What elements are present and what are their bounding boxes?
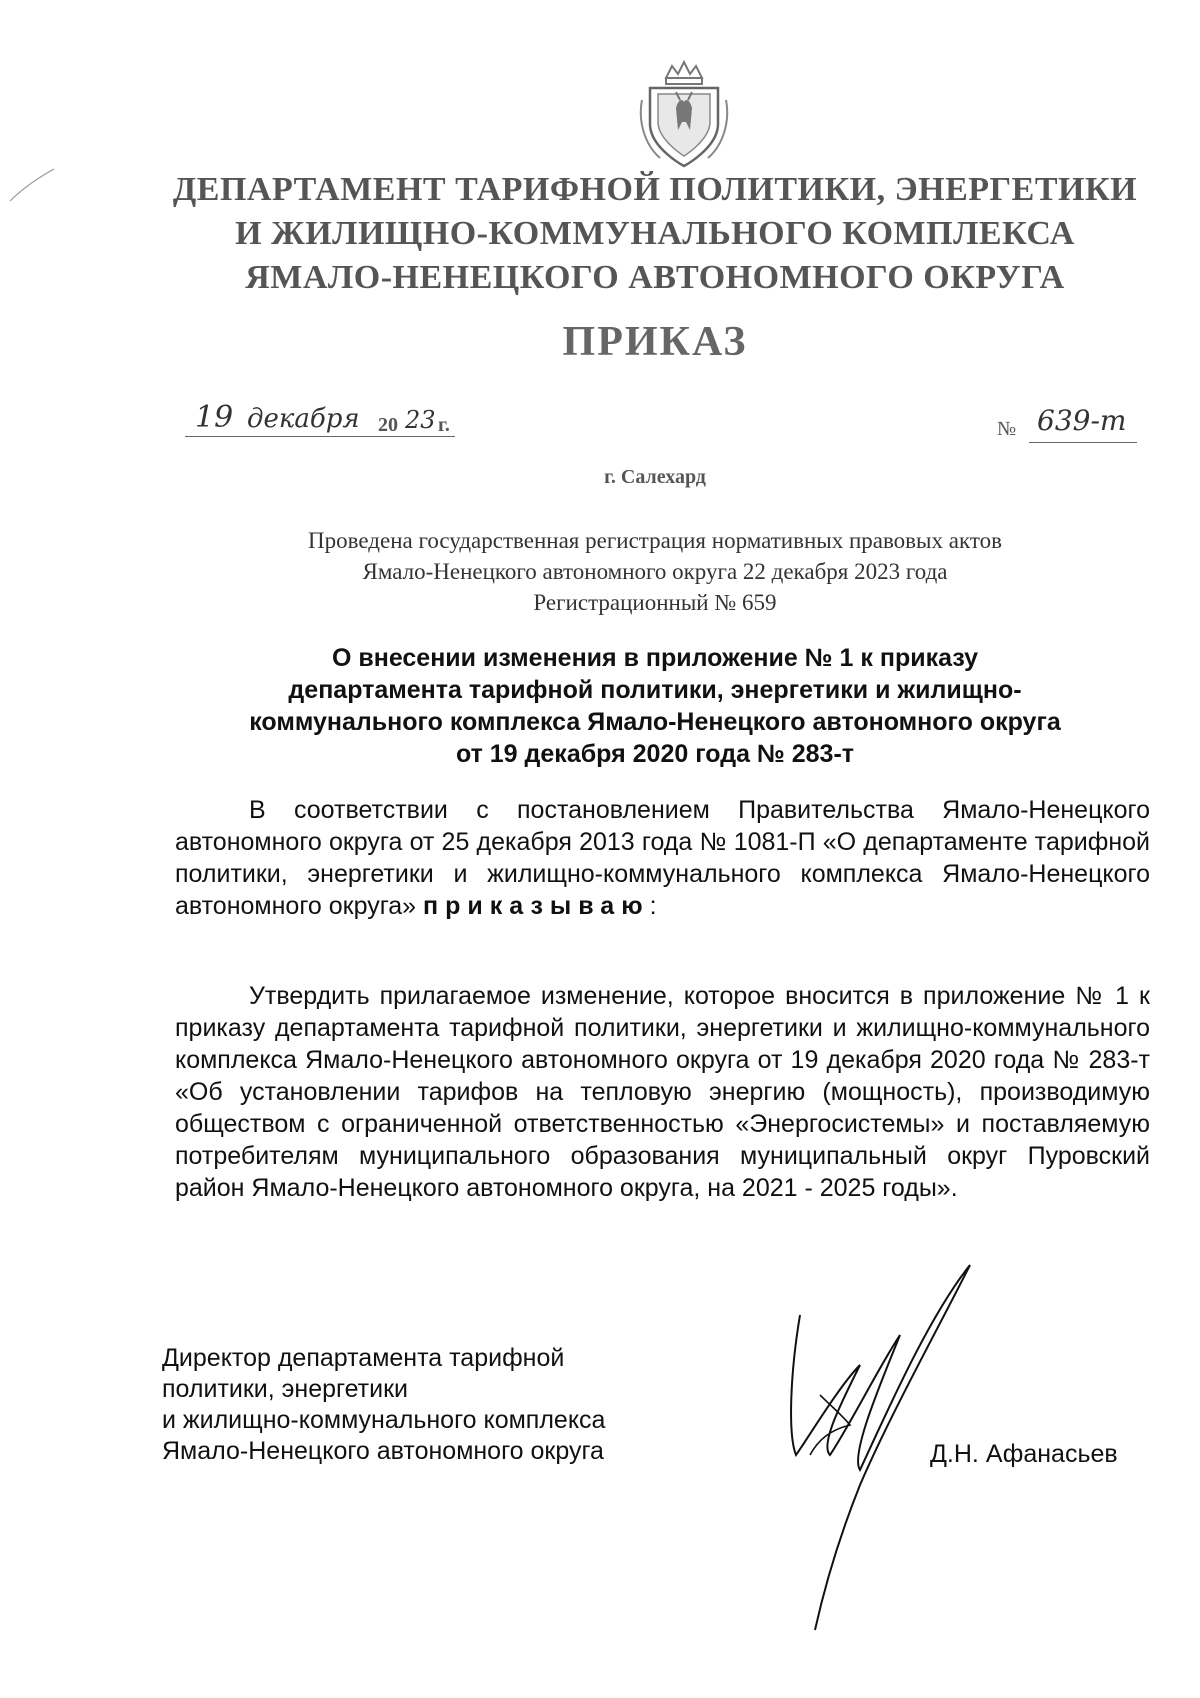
date-day: 19 bbox=[195, 400, 234, 435]
signer-position-line: политики, энергетики bbox=[162, 1375, 408, 1403]
order-number bbox=[985, 404, 1145, 442]
number-value: 639-т bbox=[1037, 404, 1127, 437]
date-suffix: г. bbox=[438, 414, 450, 436]
city-line: г. Салехард bbox=[604, 466, 706, 488]
signer-position bbox=[162, 1343, 722, 1467]
date-year-prefix: 20 bbox=[378, 414, 398, 436]
registration-line: Ямало-Ненецкого автономного округа 22 декабря 2023 года bbox=[362, 559, 948, 584]
scan-mark bbox=[8, 165, 58, 205]
subject-line: коммунального комплекса Ямало-Ненецкого автономного округа bbox=[249, 708, 1061, 736]
preamble-text: В соответствии с постановлением Правительства Ямало-Ненецкого автономного округа от 25 декабря 2013 года № 1081-П «О департаменте тарифной политики, энергетики и жилищно-коммунального комплекса Ямало-Ненецкого автономного округа» bbox=[175, 796, 1150, 920]
number-underline bbox=[1029, 442, 1137, 443]
registration-line: Регистрационный № 659 bbox=[533, 590, 777, 615]
registration-note bbox=[150, 525, 1160, 618]
operative-paragraph: Утвердить прилагаемое изменение, которое вносится в приложение № 1 к приказу департамента тарифной политики, энергетики и жилищно-коммунального комплекса Ямало-Ненецкого автономного округа от 19 декабря 2020 года № 283-т «Об установлении тарифов на тепловую энергию (мощность), производимую обществом с ограниченной ответственностью «Энергосистемы» и поставляемую потребителям муниципального образования муниципальный округ Пуровский район Ямало-Ненецкого автономного округа, на 2021 - 2025 годы». bbox=[175, 982, 1150, 1202]
subject-line: департамента тарифной политики, энергетики и жилищно- bbox=[288, 676, 1022, 704]
date-year-handwritten: 23 bbox=[405, 406, 436, 434]
subject-line: О внесении изменения в приложение № 1 к приказу bbox=[331, 644, 979, 672]
subject-line: от 19 декабря 2020 года № 283-т bbox=[455, 740, 855, 768]
preamble-paragraph bbox=[175, 794, 1150, 922]
document-type: ПРИКАЗ bbox=[562, 319, 748, 365]
order-subject bbox=[150, 642, 1160, 770]
coat-of-arms-icon bbox=[636, 60, 732, 172]
order-word: приказываю bbox=[423, 892, 650, 920]
signer-name: Д.Н. Афанасьев bbox=[930, 1440, 1118, 1468]
date-underline bbox=[185, 436, 455, 437]
department-title-line: ДЕПАРТАМЕНТ ТАРИФНОЙ ПОЛИТИКИ, ЭНЕРГЕТИКИ bbox=[172, 171, 1138, 208]
department-title bbox=[150, 168, 1160, 300]
department-title-line: И ЖИЛИЩНО-КОММУНАЛЬНОГО КОМПЛЕКСА bbox=[235, 215, 1075, 252]
date-month: декабря bbox=[247, 404, 360, 434]
signer-position-line: и жилищно-коммунального комплекса bbox=[162, 1406, 606, 1434]
department-title-line: ЯМАЛО-НЕНЕЦКОГО АВТОНОМНОГО ОКРУГА bbox=[245, 259, 1065, 296]
signer-position-line: Ямало-Ненецкого автономного округа bbox=[162, 1437, 604, 1465]
preamble-end: : bbox=[649, 892, 657, 920]
registration-line: Проведена государственная регистрация нормативных правовых актов bbox=[308, 528, 1002, 553]
signer-position-line: Директор департамента тарифной bbox=[162, 1344, 565, 1372]
number-sign: № bbox=[997, 418, 1017, 440]
